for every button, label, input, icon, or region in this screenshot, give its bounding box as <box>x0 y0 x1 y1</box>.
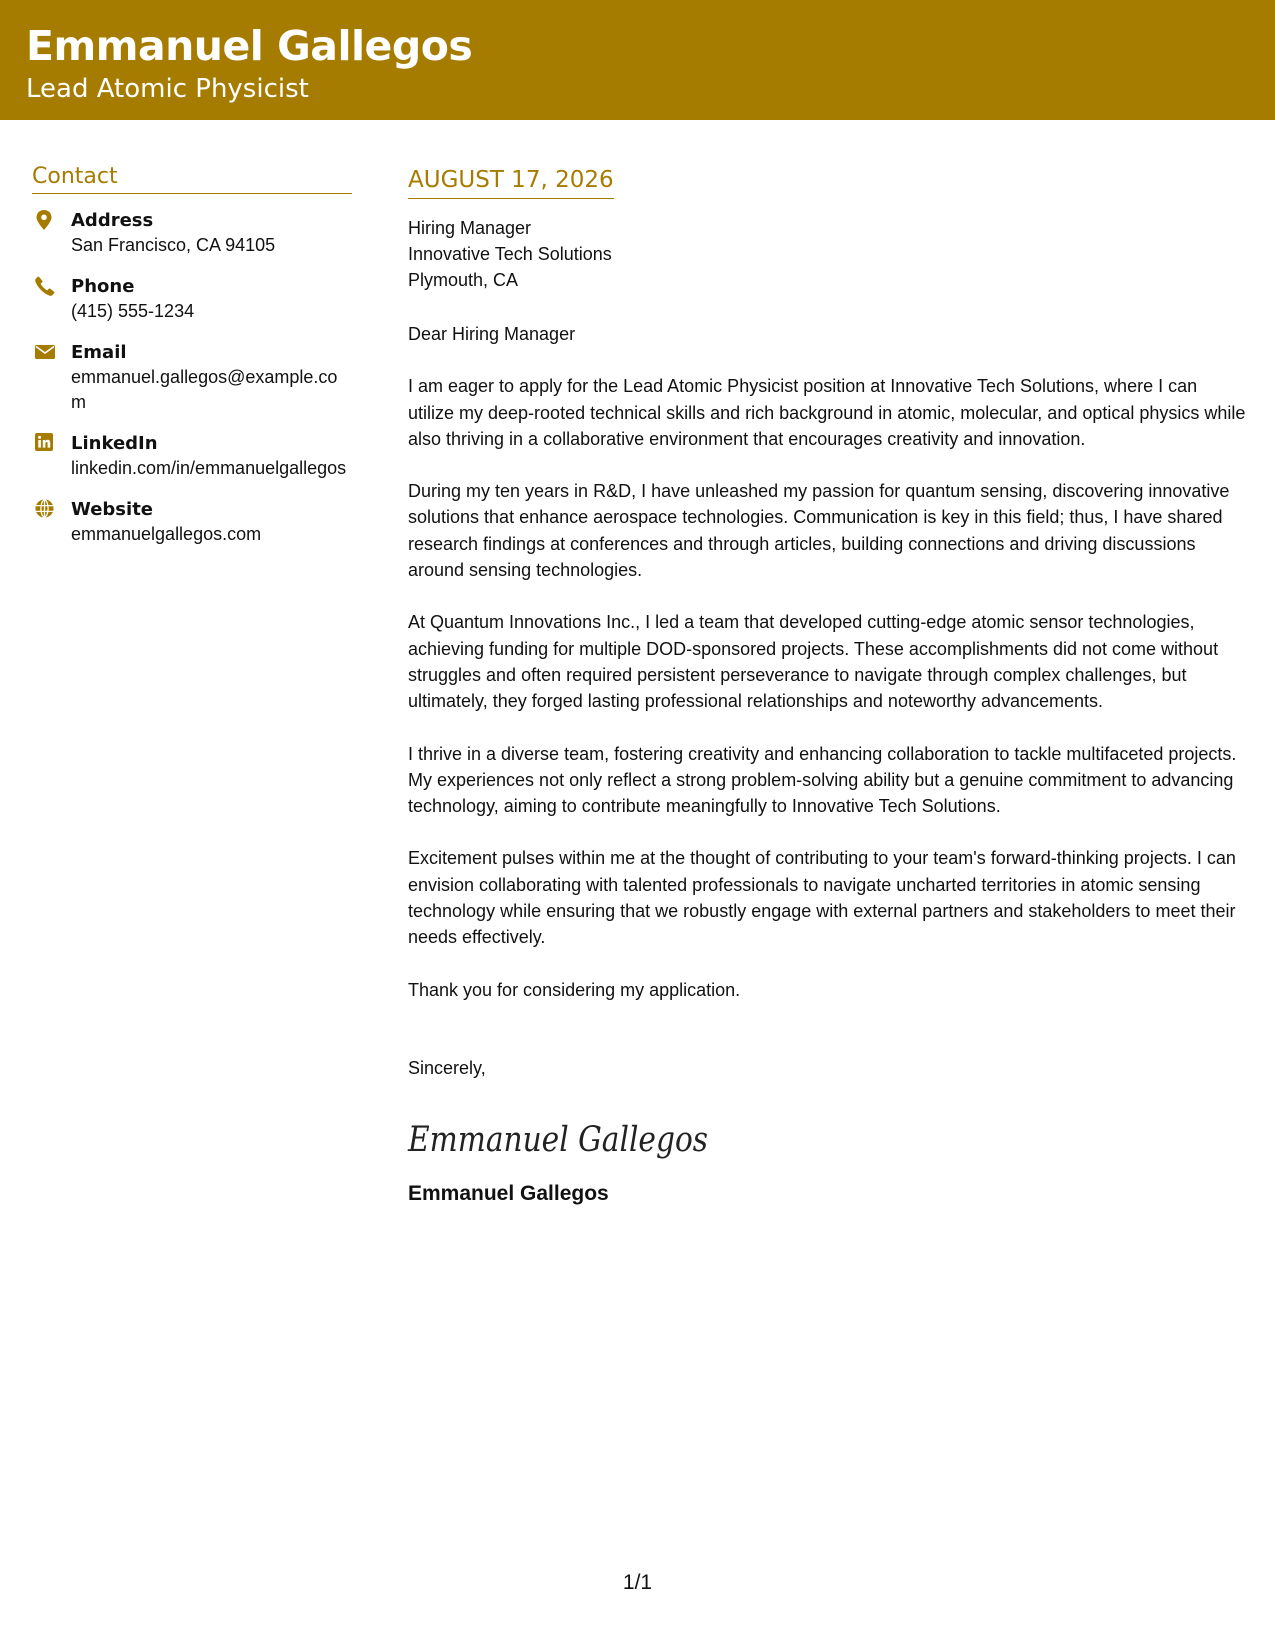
recipient-line: Innovative Tech Solutions <box>408 244 612 264</box>
contact-label: Phone <box>71 276 135 297</box>
letter-paragraph: During my ten years in R&D, I have unleashed my passion for quantum sensing, discovering innovative solutions that enhance aerospace technologies. Communication is key in this field; thus, I have shared research findings at conferences and through articles, building connections and driving discussions around sensing technologies. <box>408 481 1230 581</box>
contact-item-phone <box>32 274 352 324</box>
envelope-icon <box>35 342 53 360</box>
contact-label: Email <box>71 342 127 363</box>
contact-label: Address <box>71 210 154 231</box>
globe-icon <box>35 499 53 517</box>
letter-paragraph: I am eager to apply for the Lead Atomic Physicist position at Innovative Tech Solutions, where I can utilize my deep-rooted technical skills and rich background in atomic, molecular, and optical physics while also thriving in a collaborative environment that encourages creativity and innovation. <box>408 376 1246 449</box>
letter-paragraph: At Quantum Innovations Inc., I led a team that developed cutting-edge atomic sensor technologies, achieving funding for multiple DOD-sponsored projects. These accomplishments did not come without struggles and often required persistent perseverance to navigate through complex challenges, but ultimately, they forged lasting professional relationships and noteworthy advancements. <box>408 612 1219 712</box>
letter-date: AUGUST 17, 2026 <box>408 166 614 199</box>
contact-heading: Contact <box>32 164 352 194</box>
map-marker-icon <box>35 210 53 228</box>
contact-item-linkedin <box>32 431 352 481</box>
email-value: emmanuel.gallegos@example.com <box>71 367 338 412</box>
phone-icon <box>35 276 53 294</box>
signer-name: Emmanuel Gallegos <box>408 1182 609 1206</box>
contact-label: Website <box>71 499 154 520</box>
signature-text: Emmanuel Gallegos <box>407 1120 708 1161</box>
applicant-name: Emmanuel Gallegos <box>26 22 473 70</box>
contact-item-email <box>32 340 352 415</box>
address-value: San Francisco, CA 94105 <box>71 235 276 255</box>
phone-value: (415) 555-1234 <box>71 301 195 321</box>
contact-item-website <box>32 497 352 547</box>
linkedin-icon <box>35 433 53 451</box>
linkedin-value: linkedin.com/in/emmanuelgallegos <box>71 458 347 478</box>
recipient-line: Hiring Manager <box>408 218 532 238</box>
contact-item-address <box>32 208 352 258</box>
closing: Sincerely, <box>408 1057 486 1078</box>
contact-sidebar <box>32 164 352 563</box>
letter-paragraph: Excitement pulses within me at the thought of contributing to your team's forward-thinking projects. I can envision collaborating with talented professionals to navigate uncharted territories in atomic sensing technology while ensuring that we robustly engage with external partners and stakeholders to meet their needs effectively. <box>408 848 1236 948</box>
website-value: emmanuelgallegos.com <box>71 524 262 544</box>
header-banner <box>0 0 1275 120</box>
salutation: Dear Hiring Manager <box>408 324 576 344</box>
letter-paragraph: I thrive in a diverse team, fostering creativity and enhancing collaboration to tackle multifaceted projects. My experiences not only reflect a strong problem-solving ability but a genuine commitment to advancing technology, aiming to contribute meaningfully to Innovative Tech Solutions. <box>408 743 1237 817</box>
recipient-line: Plymouth, CA <box>408 270 519 290</box>
recipient-block <box>408 215 1248 293</box>
letter-paragraph: Thank you for considering my application. <box>408 979 741 1000</box>
contact-label: LinkedIn <box>71 433 158 454</box>
page-number: 1/1 <box>622 1571 653 1594</box>
letter-body <box>408 166 1248 1208</box>
job-title: Lead Atomic Physicist <box>26 74 309 104</box>
handwritten-signature <box>407 1107 708 1169</box>
